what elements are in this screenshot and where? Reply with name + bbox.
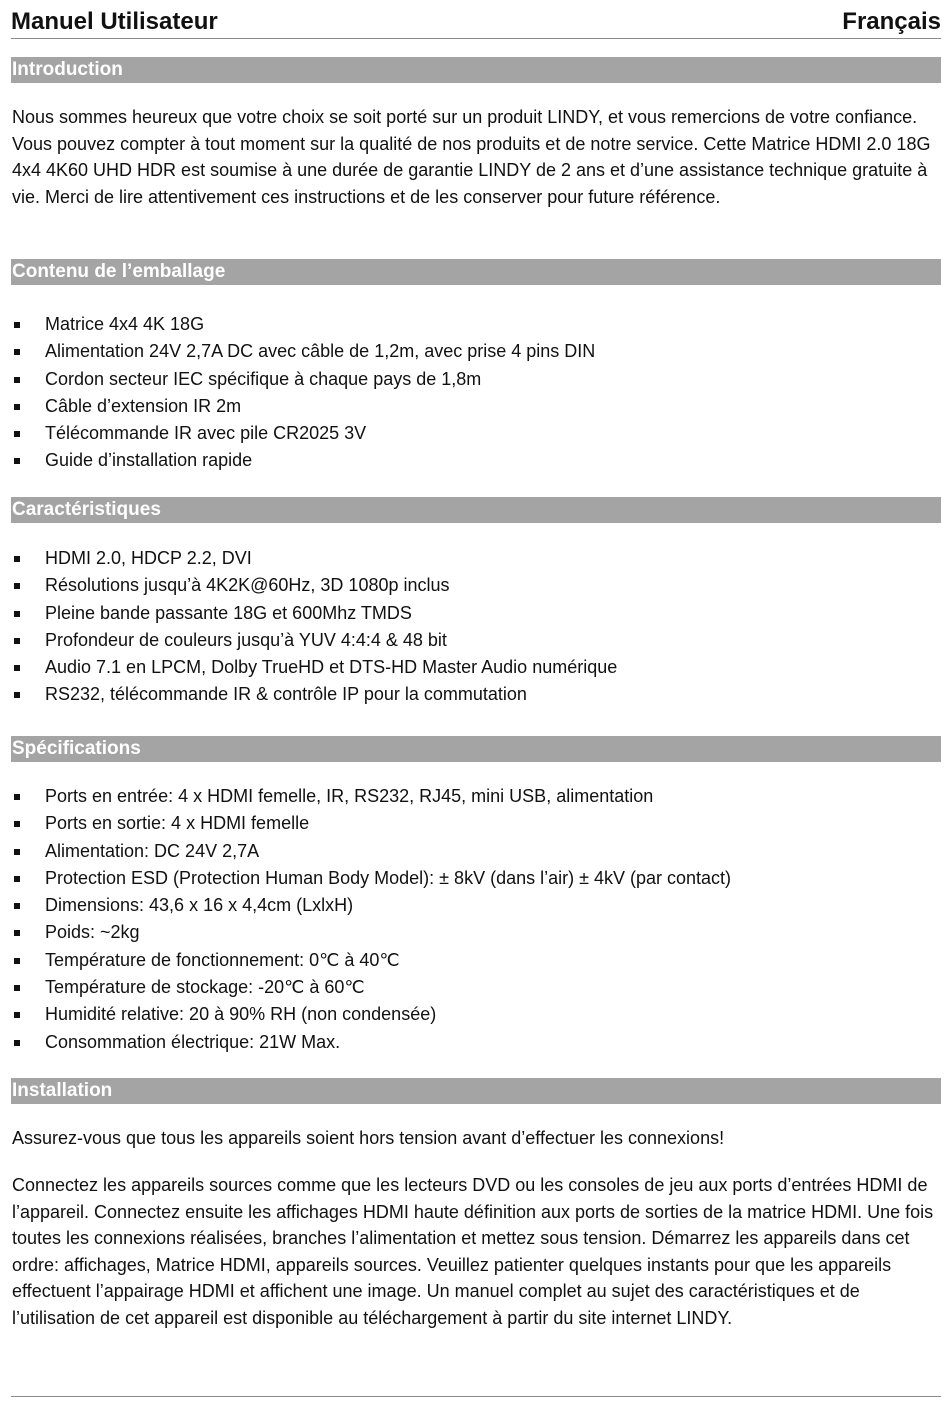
- bullet-square-icon: [14, 611, 20, 617]
- list-item: [11, 1029, 941, 1056]
- list-item: [11, 393, 941, 420]
- list-item: [11, 420, 941, 447]
- bullet-square-icon: [14, 821, 20, 827]
- list-item-text: Cordon secteur IEC spécifique à chaque pays de 1,8m: [45, 368, 482, 389]
- bullet-square-icon: [14, 1012, 20, 1018]
- introduction-text: Nous sommes heureux que votre choix se soit porté sur un produit LINDY, et vous remercions de votre confiance. Vous pouvez compter à tout moment sur la qualité de nos produits et de notre service. Cette Matrice HDMI 2.0 18G 4x4 4K60 UHD HDR est soumise à une durée de garantie LINDY de 2 ans et d’une assistance technique gratuite à vie. Merci de lire attentivement ces instructions et de les conserver pour future référence.: [12, 107, 931, 207]
- bullet-square-icon: [14, 404, 20, 410]
- list-item: [11, 654, 941, 681]
- language-label: Français: [842, 8, 941, 35]
- list-item-text: Température de fonctionnement: 0℃ à 40℃: [45, 949, 400, 970]
- list-item-text: Télécommande IR avec pile CR2025 3V: [45, 423, 367, 444]
- bullet-square-icon: [14, 583, 20, 589]
- list-item-text: Alimentation: DC 24V 2,7A: [45, 840, 260, 861]
- list-item-text: Audio 7.1 en LPCM, Dolby TrueHD et DTS-HD Master Audio numérique: [45, 657, 618, 678]
- list-item: [11, 545, 941, 572]
- bullet-square-icon: [14, 930, 20, 936]
- list-item: [11, 447, 941, 474]
- list-item: [11, 1001, 941, 1028]
- bullet-square-icon: [14, 985, 20, 991]
- list-item-text: Ports en sortie: 4 x HDMI femelle: [45, 813, 310, 834]
- list-item: [11, 838, 941, 865]
- bullet-square-icon: [14, 322, 20, 328]
- specifications-list: [11, 783, 941, 1056]
- list-item-text: RS232, télécommande IR & contrôle IP pour la commutation: [45, 684, 527, 705]
- list-item-text: Matrice 4x4 4K 18G: [45, 314, 205, 334]
- page-title: Manuel Utilisateur: [11, 8, 218, 35]
- list-item-text: Ports en entrée: 4 x HDMI femelle, IR, RS232, RJ45, mini USB, alimentation: [45, 786, 654, 806]
- list-item: [11, 572, 941, 599]
- section-heading-caracteristiques: Caractéristiques: [11, 497, 941, 523]
- list-item-text: HDMI 2.0, HDCP 2.2, DVI: [45, 548, 252, 568]
- bullet-square-icon: [14, 1040, 20, 1046]
- list-item: [11, 947, 941, 974]
- list-item-text: Poids: ~2kg: [45, 922, 140, 943]
- list-item: [11, 919, 941, 946]
- list-item-text: Dimensions: 43,6 x 16 x 4,4cm (LxlxH): [45, 895, 354, 916]
- list-item-text: Câble d’extension IR 2m: [45, 395, 242, 416]
- bullet-square-icon: [14, 692, 20, 698]
- list-item-text: Alimentation 24V 2,7A DC avec câble de 1,2m, avec prise 4 pins DIN: [45, 341, 596, 362]
- bullet-square-icon: [14, 665, 20, 671]
- list-item-text: Humidité relative: 20 à 90% RH (non condensée): [45, 1004, 437, 1025]
- list-item-text: Consommation électrique: 21W Max.: [45, 1031, 341, 1052]
- bullet-square-icon: [14, 377, 20, 383]
- bullet-square-icon: [14, 876, 20, 882]
- contenu-list: [11, 311, 941, 475]
- list-item: [11, 865, 941, 892]
- list-item: [11, 810, 941, 837]
- bullet-square-icon: [14, 349, 20, 355]
- bullet-square-icon: [14, 903, 20, 909]
- section-heading-introduction: Introduction: [11, 57, 941, 83]
- list-item-text: Température de stockage: -20℃ à 60℃: [45, 977, 365, 998]
- list-item: [11, 892, 941, 919]
- section-heading-contenu: Contenu de l’emballage: [11, 259, 941, 285]
- list-item-text: Protection ESD (Protection Human Body Model): ± 8kV (dans l’air) ± 4kV (par contact): [45, 867, 732, 888]
- bullet-square-icon: [14, 458, 20, 464]
- footer-divider: [11, 1396, 941, 1397]
- list-item: [11, 627, 941, 654]
- bullet-square-icon: [14, 794, 20, 800]
- list-item: [11, 783, 941, 810]
- list-item: [11, 600, 941, 627]
- bullet-square-icon: [14, 431, 20, 437]
- list-item-text: Guide d’installation rapide: [45, 450, 253, 471]
- list-item-text: Pleine bande passante 18G et 600Mhz TMDS: [45, 602, 412, 623]
- list-item: [11, 311, 941, 338]
- bullet-square-icon: [14, 849, 20, 855]
- list-item-text: Profondeur de couleurs jusqu’à YUV 4:4:4 & 48 bit: [45, 629, 447, 650]
- section-heading-specifications: Spécifications: [11, 736, 941, 762]
- list-item: [11, 974, 941, 1001]
- list-item: [11, 366, 941, 393]
- bullet-square-icon: [14, 958, 20, 964]
- page-header: [11, 6, 941, 39]
- list-item-text: Résolutions jusqu’à 4K2K@60Hz, 3D 1080p inclus: [45, 575, 450, 596]
- bullet-square-icon: [14, 556, 20, 562]
- list-item: [11, 681, 941, 708]
- list-item: [11, 338, 941, 365]
- section-heading-installation: Installation: [11, 1078, 941, 1104]
- installation-warning: Assurez-vous que tous les appareils soient hors tension avant d’effectuer les connexions!: [12, 1128, 725, 1148]
- installation-text: Connectez les appareils sources comme que les lecteurs DVD ou les consoles de jeu aux ports d’entrées HDMI de l’appareil. Connectez ensuite les affichages HDMI haute définition aux ports de sorties de la matrice HDMI. Une fois toutes les connexions réalisées, branches l’alimentation et mettez sous tension. Démarrez les appareils dans cet ordre: affichages, Matrice HDMI, appareils sources. Veuillez patienter quelques instants pour que les appareils effectuent l’appairage HDMI et affichent une image. Un manuel complet au sujet des caractéristiques et de l’utilisation de cet appareil est disponible au téléchargement à partir du site internet LINDY.: [12, 1175, 934, 1328]
- caracteristiques-list: [11, 545, 941, 709]
- bullet-square-icon: [14, 638, 20, 644]
